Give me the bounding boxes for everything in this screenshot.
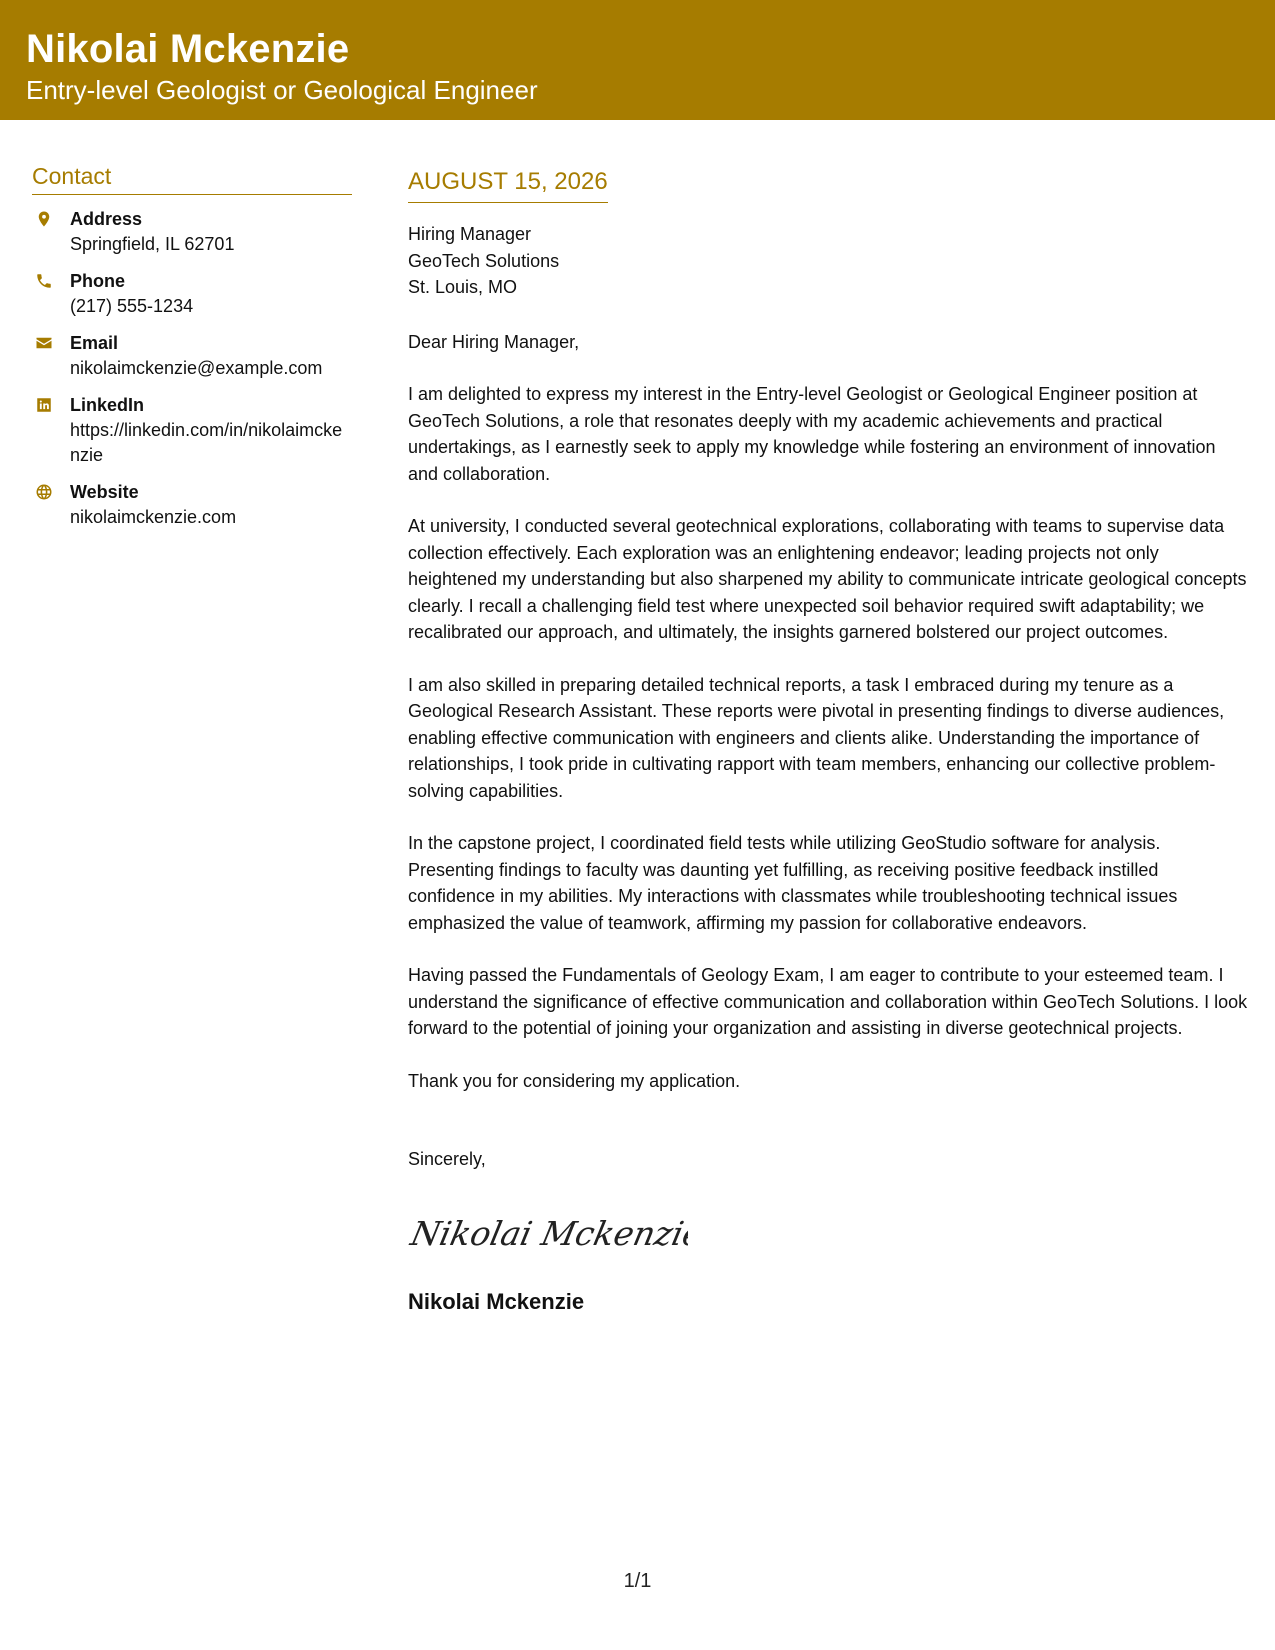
recipient-line: Hiring Manager — [408, 224, 532, 244]
contact-label: LinkedIn — [70, 395, 145, 415]
applicant-role: Entry-level Geologist or Geological Engineer — [26, 75, 538, 105]
body-paragraph: In the capstone project, I coordinated field tests while utilizing GeoStudio software for analysis. Presenting findings to faculty was daunting yet fulfilling, as receiving positive feedback instilled confidence in my abilities. My interactions with classmates while troubleshooting technical issues emphasized the value of teamwork, affirming my passion for collaborative endeavors. — [408, 833, 1178, 933]
body-paragraph: I am delighted to express my interest in the Entry-level Geologist or Geological Engineer position at GeoTech Solutions, a role that resonates deeply with my academic achievements and practical undertakings, as I earnestly seek to apply my knowledge while fostering an environment of innovation and collaboration. — [408, 384, 1216, 484]
linkedin-link[interactable]: https://linkedin.com/in/nikolaimckenzie — [70, 420, 343, 465]
recipient-line: St. Louis, MO — [408, 277, 518, 297]
phone-value: (217) 555-1234 — [70, 296, 194, 316]
recipient-line: GeoTech Solutions — [408, 250, 560, 271]
body-paragraph: Having passed the Fundamentals of Geology Exam, I am eager to contribute to your esteemed team. I understand the significance of effective communication and collaboration within GeoTech Solutions. I look forward to the potential of joining your organization and assisting in diverse geotechnical projects. — [408, 965, 1248, 1038]
email-link[interactable]: nikolaimckenzie@example.com — [70, 358, 323, 378]
contact-item-linkedin — [32, 393, 352, 468]
signer-name: Nikolai Mckenzie — [408, 1288, 585, 1314]
contact-section-title: Contact — [32, 162, 352, 195]
signature-script: Nikolai Mckenzie — [408, 1213, 688, 1253]
contact-label: Phone — [70, 271, 126, 291]
recipient-block — [408, 221, 1250, 301]
globe-icon — [34, 482, 54, 502]
envelope-icon — [34, 333, 54, 353]
contact-item-phone — [32, 269, 352, 319]
closing: Sincerely, — [408, 1149, 486, 1169]
contact-label: Website — [70, 482, 139, 502]
page-number: 1/1 — [623, 1570, 652, 1592]
letter-body — [408, 166, 1250, 1317]
contact-label: Email — [70, 333, 119, 353]
body-paragraph: At university, I conducted several geotechnical explorations, collaborating with teams to supervise data collection effectively. Each exploration was an enlightening endeavor; leading projects not only heightened my understanding but also sharpened my ability to communicate intricate geological concepts clearly. I recall a challenging field test where unexpected soil behavior required swift adaptability; we recalibrated our approach, and ultimately, the insights garnered bolstered our project outcomes. — [408, 516, 1247, 642]
contact-label: Address — [70, 209, 143, 229]
body-paragraph: I am also skilled in preparing detailed technical reports, a task I embraced during my tenure as a Geological Research Assistant. These reports were pivotal in presenting findings to diverse audiences, enabling effective communication with engineers and clients alike. Understanding the importance of relationships, I took pride in cultivating rapport with team members, enhancing our collective problem-solving capabilities. — [408, 674, 1225, 801]
website-link[interactable]: nikolaimckenzie.com — [70, 507, 237, 527]
contact-sidebar — [32, 162, 352, 542]
address-value: Springfield, IL 62701 — [70, 234, 235, 254]
salutation: Dear Hiring Manager, — [408, 331, 580, 352]
body-paragraph: Thank you for considering my application. — [408, 1070, 741, 1091]
letter-date: AUGUST 15, 2026 — [408, 166, 608, 203]
applicant-name: Nikolai Mckenzie — [26, 27, 350, 71]
contact-item-email — [32, 331, 352, 381]
contact-item-website — [32, 480, 352, 530]
contact-item-address — [32, 207, 352, 257]
header-banner — [0, 0, 1275, 120]
handwritten-signature — [408, 1203, 688, 1263]
map-pin-icon — [34, 209, 54, 229]
linkedin-icon — [34, 395, 54, 415]
contact-list — [32, 207, 352, 530]
phone-icon — [34, 271, 54, 291]
